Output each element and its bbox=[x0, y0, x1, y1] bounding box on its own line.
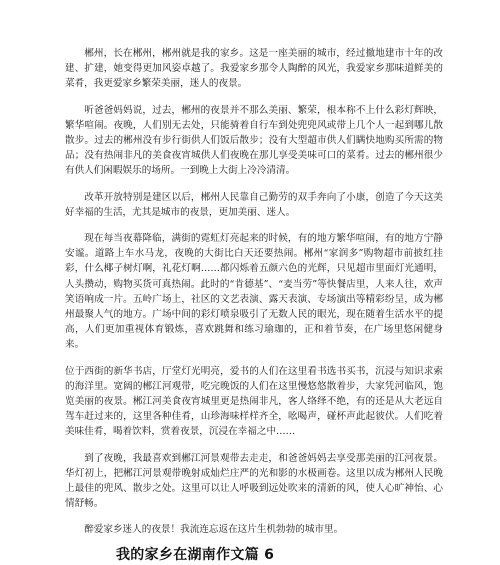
paragraph-riverside: 到了夜晚，我最喜欢到郴江河景观带去走走，和爸爸妈妈去享受那美丽的江河夜景。华灯初上，把郴江河景观带晚射成灿烂庄严的光和影的水极画卷。这里以成为郴州人民晚上最佳的兜风、散步之处。这里可以让人呼吸到远处吹来的清新的风，使人心旷神怡、心情舒畅。 bbox=[65, 452, 443, 510]
paragraph-reform: 改革开放特别是建区以后，郴州人民靠自己勤劳的双手奔向了小康，创造了今天这美好幸福的生活，尤其是城市的夜景，更加美丽、迷人。 bbox=[65, 191, 443, 218]
article-body bbox=[65, 46, 443, 538]
paragraph-present-night: 现在每当夜幕降临，满街的霓虹灯亮起来的时候，有的地方繁华喧闹，有的地方宁静安谧。道路上车水马龙，夜晚的大街比白天还要热闹。郴州“家润多”购物超市前披红挂彩，什么椰子树灯啊，礼花灯啊……都闪烁着五颜六色的光辉，只见超市里面灯光通明，人头攒动，购物买货可真热闹。此时的“肯德基”、“麦当劳”等快餐店里，人来人往，欢声笑语响成一片。五岭广场上，社区的文艺表演、露天表演、专场演出等精彩纷呈，成为郴州最聚人气的地方。广场中间的彩灯喷泉吸引了无数人民的眼光，现在随着生活水平的提高，人们更加重视体育锻炼，喜欢跳舞和练习瑜珈的，正和着节奏，在广场里悠闲健身来。 bbox=[65, 233, 443, 351]
paragraph-west-street: 位于西街的新华书店，厅堂灯光明亮，爱书的人们在这里看书选书买书，沉浸与知识求索的海洋里。宽阔的郴江河观带，吃完晚饭的人们在这里慢悠悠散着步，大家凭河临风，饱览美丽的夜景。郴江河美食夜宵城里更是热闹非凡，客人络绎不绝，有的还是从大老远自驾车赶过来的，这里各种佳肴，山珍海味样样齐全，吆喝声，碰杯声此起彼伏。人们吃着美味佳肴，喝着饮料，赏着夜景，沉浸在幸福之中…… bbox=[65, 365, 443, 438]
section-heading: 我的家乡在湖南作文篇 6 bbox=[116, 547, 275, 563]
paragraph-closing: 醉爱家乡迷人的夜景！我流连忘返在这片生机勃勃的城市里。 bbox=[84, 524, 344, 536]
paragraph-past-night: 听爸爸妈妈说，过去，郴州的夜景并不那么美丽、繁荣，根本称不上什么彩灯辉映，繁华喧闹。夜晚，人们别无去处，只能骑着自行车到处兜兜风或带上几个人一起到哪儿散散步。过去的郴州没有步行街供人们饭后散步；没有大型超市供人们瞒快地购买所需的物品；没有热闹非凡的美食夜宵城供人们夜晚在那儿享受美味可口的菜肴。过去的郴州很少有供人们闲暇娱乐的场所。一到晚上大街上冷冷清清。 bbox=[65, 104, 443, 177]
paragraph-intro: 郴州，长在郴州，郴州就是我的家乡。这是一座美丽的城市，经过撤地建市十年的改建、扩建，她变得更加风姿卓越了。我爱家乡那令人陶醉的风光，我爱家乡那味道鲜美的菜肴，我更爱家乡繁荣美丽，迷人的夜景。 bbox=[65, 48, 443, 90]
